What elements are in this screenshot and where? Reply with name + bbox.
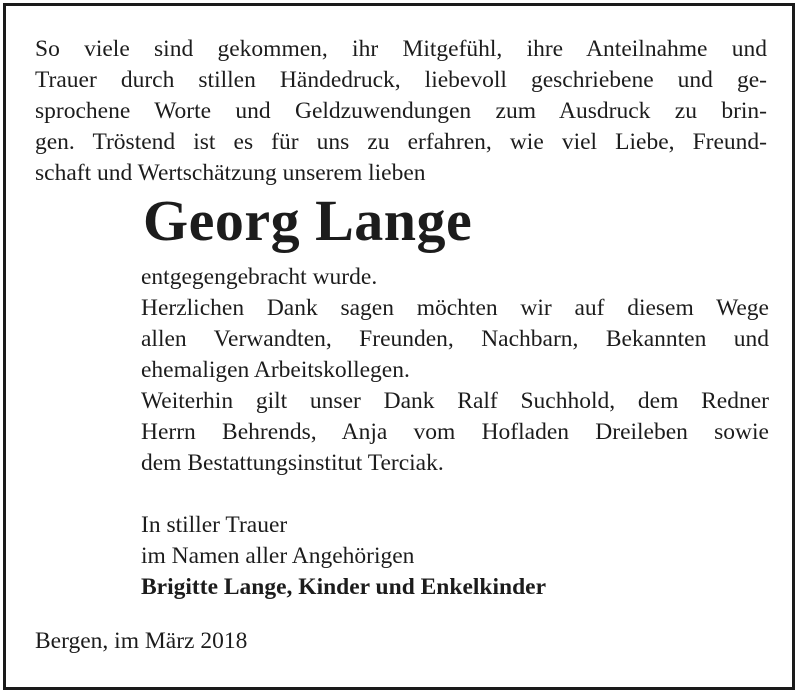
intro-line: Trauer durch stillen Händedruck, liebevoll geschriebene und ge-: [35, 67, 767, 93]
place-date: Bergen, im März 2018: [35, 628, 248, 654]
intro-line: schaft und Wertschätzung unserem lieben: [35, 160, 426, 186]
intro-line: sprochene Worte und Geldzuwendungen zum Ausdruck zu brin-: [35, 98, 767, 124]
intro-line: gen. Tröstend ist es für uns zu erfahren, wie viel Liebe, Freund-: [35, 129, 767, 155]
obituary-notice: [3, 3, 795, 690]
signature-line: im Namen aller Angehörigen: [141, 543, 415, 569]
thanks-line: allen Verwandten, Freunden, Nachbarn, Bekannten und: [141, 326, 769, 352]
intro-line: So viele sind gekommen, ihr Mitgefühl, ihre Anteilnahme und: [35, 36, 767, 62]
thanks-line: dem Bestattungsinstitut Terciak.: [141, 450, 444, 476]
family-names: Brigitte Lange, Kinder und Enkelkinder: [141, 574, 547, 600]
thanks-line: entgegengebracht wurde.: [141, 264, 378, 290]
thanks-line: Herzlichen Dank sagen möchten wir auf diesem Wege: [141, 295, 769, 321]
thanks-line: Weiterhin gilt unser Dank Ralf Suchhold, dem Redner: [141, 388, 769, 414]
thanks-line: ehemaligen Arbeitskollegen.: [141, 357, 410, 383]
deceased-name: Georg Lange: [143, 188, 473, 253]
thanks-line: Herrn Behrends, Anja vom Hofladen Dreileben sowie: [141, 419, 769, 445]
signature-line: In stiller Trauer: [141, 512, 288, 538]
